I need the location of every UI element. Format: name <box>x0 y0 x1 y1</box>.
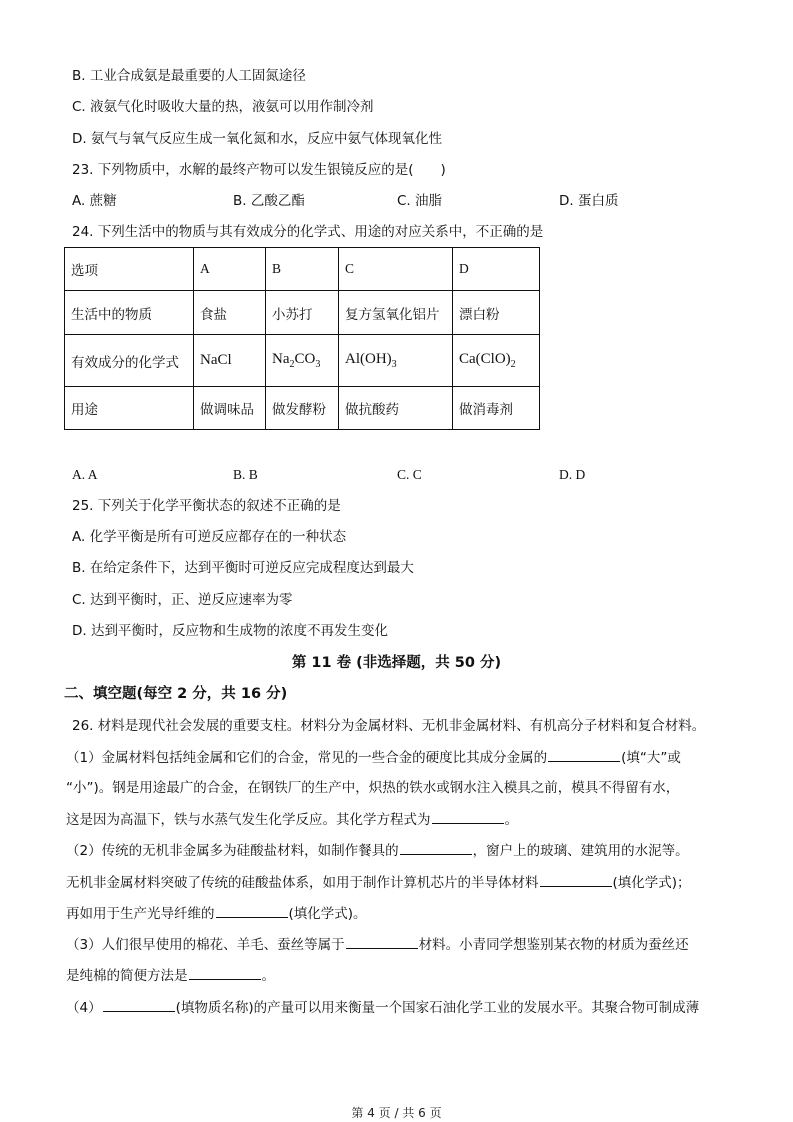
text: 无机非金属材料突破了传统的硅酸盐体系，如用于制作计算机芯片的半导体材料 <box>66 875 539 891</box>
page-footer: 第 4 页 / 共 6 页 <box>351 1106 442 1120</box>
text: （3）人们很早使用的棉花、羊毛、蚕丝等属于 <box>66 937 345 953</box>
q22-option-d: D. 氨气与氧气反应生成一氧化氮和水，反应中氨气体现氧化性 <box>72 131 442 147</box>
q26-part2-line3 <box>66 903 367 923</box>
q25-option-c: C. 达到平衡时，正、逆反应速率为零 <box>72 592 293 608</box>
formula-subscript: 2 <box>289 359 295 370</box>
q26-part1-line1 <box>66 747 681 767</box>
answer-blank[interactable] <box>548 747 620 762</box>
q26-part2-line1 <box>66 840 689 860</box>
text: 是纯棉的简便方法是 <box>66 968 188 984</box>
formula-nacl <box>194 335 266 387</box>
q26-stem: 26. 材料是现代社会发展的重要支柱。材料分为金属材料、无机非金属材料、有机高分子材料和复合材料。 <box>72 718 706 734</box>
table-cell: 做发酵粉 <box>266 387 339 430</box>
table-cell: 用途 <box>65 387 194 430</box>
table-cell: 小苏打 <box>266 291 339 335</box>
q24-option-c: C. C <box>397 467 422 482</box>
q23-stem: 23. 下列物质中，水解的最终产物可以发生银镜反应的是( ) <box>72 162 446 178</box>
table-row <box>65 291 540 335</box>
q25-option-b: B. 在给定条件下，达到平衡时可逆反应完成程度达到最大 <box>72 560 414 576</box>
answer-blank[interactable] <box>432 809 504 824</box>
answer-blank[interactable] <box>346 934 418 949</box>
text: (填物质名称)的产量可以用来衡量一个国家石油化学工业的发展水平。其聚合物可制成薄 <box>175 1000 700 1016</box>
formula-aloh3 <box>339 335 453 387</box>
formula-caclo2 <box>453 335 540 387</box>
q24-option-d: D. D <box>559 467 586 482</box>
q22-option-b: B. 工业合成氨是最重要的人工固氮途径 <box>72 68 306 84</box>
part-title: 第 11 卷 (非选择题，共 50 分) <box>291 655 502 671</box>
q26-part4-line1 <box>66 997 699 1017</box>
answer-blank[interactable] <box>400 840 472 855</box>
q23-option-a: A. 蔗糖 <box>72 193 117 209</box>
text: (填化学式)； <box>612 875 691 891</box>
text: 再如用于生产光导纤维的 <box>66 906 215 922</box>
q24-table <box>64 247 540 430</box>
q24-option-b: B. B <box>233 467 258 482</box>
text: (填化学式)。 <box>288 906 367 922</box>
text: ，窗户上的玻璃、建筑用的水泥等。 <box>472 843 689 859</box>
q25-stem: 25. 下列关于化学平衡状态的叙述不正确的是 <box>72 498 341 514</box>
formula-text: Al(OH) <box>345 351 392 367</box>
table-cell: 漂白粉 <box>453 291 540 335</box>
table-row <box>65 335 540 387</box>
table-cell: 选项 <box>65 248 194 291</box>
q23-option-d: D. 蛋白质 <box>559 193 619 209</box>
text: 材料。小青同学想鉴别某衣物的材质为蚕丝还 <box>418 937 689 953</box>
formula-text: CO <box>294 351 316 367</box>
text: （1）金属材料包括纯金属和它们的合金，常见的一些合金的硬度比其成分金属的 <box>66 750 548 766</box>
table-cell: C <box>339 248 453 291</box>
text: 这是因为高温下，铁与水蒸气发生化学反应。其化学方程式为 <box>66 812 431 828</box>
formula-text: Na <box>272 351 290 367</box>
table-row <box>65 387 540 430</box>
table-cell: D <box>453 248 540 291</box>
table-cell: A <box>194 248 266 291</box>
q22-option-c: C. 液氨气化时吸收大量的热，液氨可以用作制冷剂 <box>72 99 374 115</box>
formula-subscript: 2 <box>510 359 516 370</box>
q26-part3-line2 <box>66 965 275 985</box>
answer-blank[interactable] <box>216 903 288 918</box>
text: (填“大”或 <box>621 750 681 766</box>
answer-blank[interactable] <box>189 965 261 980</box>
section-title: 二、填空题(每空 2 分，共 16 分) <box>64 686 288 702</box>
table-cell: 生活中的物质 <box>65 291 194 335</box>
table-cell: 做抗酸药 <box>339 387 453 430</box>
q26-part1-line2: “小”)。钢是用途最广的合金，在钢铁厂的生产中，炽热的铁水或钢水注入模具之前，模具不得留有水， <box>66 780 680 796</box>
table-cell: B <box>266 248 339 291</box>
q23-option-c: C. 油脂 <box>397 193 443 209</box>
table-row <box>65 248 540 291</box>
q25-option-a: A. 化学平衡是所有可逆反应都存在的一种状态 <box>72 529 347 545</box>
q24-option-a: A. A <box>72 467 98 482</box>
table-cell: 食盐 <box>194 291 266 335</box>
q25-option-d: D. 达到平衡时，反应物和生成物的浓度不再发生变化 <box>72 623 388 639</box>
text: （2）传统的无机非金属多为硅酸盐材料，如制作餐具的 <box>66 843 399 859</box>
table-cell: 有效成分的化学式 <box>65 335 194 387</box>
q26-part2-line2 <box>66 872 691 892</box>
answer-blank[interactable] <box>540 872 612 887</box>
table-cell: 做消毒剂 <box>453 387 540 430</box>
formula-subscript: 3 <box>391 359 397 370</box>
formula-na2co3 <box>266 335 339 387</box>
formula-subscript: 3 <box>315 359 321 370</box>
formula-text: NaCl <box>200 352 232 368</box>
text: 。 <box>504 812 518 828</box>
text: 。 <box>261 968 275 984</box>
text: （4） <box>66 1000 102 1016</box>
q26-part3-line1 <box>66 934 689 954</box>
formula-text: Ca(ClO) <box>459 351 511 367</box>
q23-option-b: B. 乙酸乙酯 <box>233 193 305 209</box>
answer-blank[interactable] <box>103 997 175 1012</box>
q26-part1-line3 <box>66 809 518 829</box>
q24-stem: 24. 下列生活中的物质与其有效成分的化学式、用途的对应关系中，不正确的是 <box>72 224 544 240</box>
table-cell: 复方氢氧化铝片 <box>339 291 453 335</box>
table-cell: 做调味品 <box>194 387 266 430</box>
